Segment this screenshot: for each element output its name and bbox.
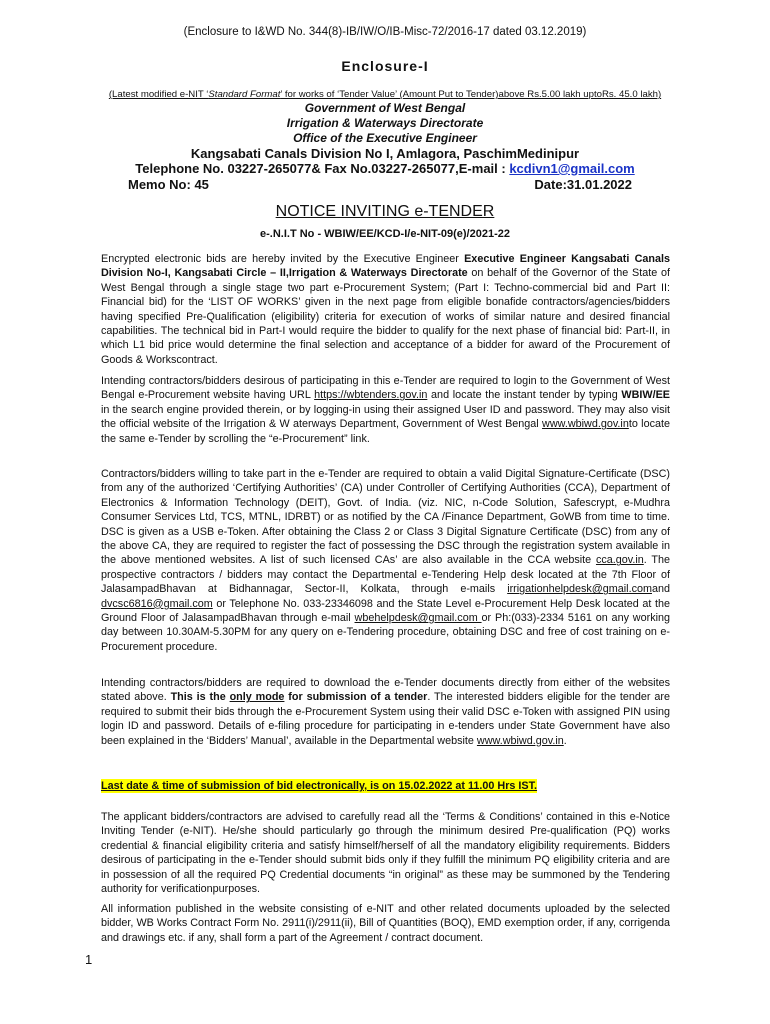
wbiwd-link-2[interactable]: www.wbiwd.gov.in: [476, 734, 564, 747]
wbiwd-link[interactable]: www.wbiwd.gov.in: [542, 418, 629, 431]
paragraph-invitation: Encrypted electronic bids are hereby invited by the Executive Engineer Executive Engineer Kangsabati Canals Division No-I, Kangsabati Circle – II,Irrigation & Waterways Directorate on behalf of the Governor of the State of West Bengal through a single stage two part e-Procurement System; (Part I: Techno-commercial bid and Part II: Financial bid) for the ‘LIST OF WORKS’ given in the next page from eligible bonafide contractors/agencies/bidders having specified Pre-Qualification (eligibility) criteria for execution of works of similar nature and desired financial capabilities. The technical bid in Part-I would require the bidder to qualify for the next phase of financial bid: Part-II, in which L1 bid price would determine the final selection and acceptance of a bidder for award of the Procurement of Goods & Workscontract.: [101, 253, 670, 366]
memo-date: Date:31.01.2022: [534, 177, 632, 192]
format-note: (Latest modified e-NIT ‘Standard Format’ for works of ‘Tender Value’ (Amount Put to Tender)above Rs.5.00 lakh uptoRs. 45.0 lakh): [108, 89, 662, 100]
enclosure-title: Enclosure-I: [341, 58, 429, 74]
nit-number: e-.N.I.T No - WBIW/EE/KCD-I/e-NIT-09(e)/2021-22: [260, 228, 510, 240]
submission-deadline: Last date & time of submission of bid electronically, is on 15.02.2022 at 11.00 Hrs IST.: [101, 780, 538, 792]
wbehelpdesk-email[interactable]: wbehelpdesk@gmail.com: [354, 612, 482, 625]
contact-line: Telephone No. 03227-265077& Fax No.03227-265077,E-mail : kcdivn1@gmail.com: [135, 161, 635, 176]
notice-title: NOTICE INVITING e-TENDER: [275, 203, 495, 220]
page-number: 1: [85, 952, 93, 967]
division-address: Kangsabati Canals Division No I, Amlagora, PaschimMedinipur: [190, 146, 580, 161]
org-office: Office of the Executive Engineer: [293, 131, 477, 145]
cca-link[interactable]: cca.gov.in: [595, 554, 644, 567]
wbtenders-link[interactable]: https://wbtenders.gov.in: [314, 389, 428, 402]
paragraph-agreement: All information published in the website consisting of e-NIT and other related documents uploaded by the selected bidder, WB Works Contract Form No. 2911(i)/2911(ii), Bill of Quantities (BOQ), EMD exemption order, if any, corrigenda and drawings etc. if any, shall form a part of the Agreement / contract document.: [101, 903, 670, 944]
paragraph-dsc: Contractors/bidders willing to take part in the e-Tender are required to obtain a valid Digital Signature-Certificate (DSC) from any of the authorized ‘Certifying Authorities’ (CA) under Controller of Certifying Authorities (CCA), Department of Electronics & Information Technology (DEIT), Govt. of India. (viz. NIC, n-Code Solution, Safescrypt, e-Mudhra Consumer Services Ltd, TCS, MTNL, IDRBT) or as notified by the CA /Finance Department, GoWB from time to time. DSC is given as a USB e-Token. After obtaining the Class 2 or Class 3 Digital Signature Certificate (DSC) from any of the above CA, they are required to register the fact of possessing the DSC through the registration system available in the above mentioned websites. A list of such licensed CAs’ are also available in the CCA website cca.gov.in. The prospective contractors / bidders may contact the Departmental e-Tendering Help desk located at the 7th Floor of JalasampadBhavan at Bidhannagar, Sector-II, Kolkata, through e-mails irrigationhelpdesk@gmail.comand dvcsc6816@gmail.com or Telephone No. 033-23346098 and the State Level e-Procurement Help Desk located at the Ground Floor of JalasampadBhavan through e-mail wbehelpdesk@gmail.com or Ph:(033)-2334 5161 on any working day between 10.30AM-5.30PM for any query on e-Tendering procedure, obtaining DSC and free of cost training on e-Procurement procedure.: [101, 468, 671, 653]
paragraph-login: Intending contractors/bidders desirous of participating in this e-Tender are required to login to the Government of West Bengal e-Procurement website having URL https://wbtenders.gov.in and locate the instant tender by typing WBIW/EE in the search engine provided therein, or by logging-in using their assigned User ID and password. They may also visit the official website of the Irrigation & W aterways Department, Government of West Bengal www.wbiwd.gov.into locate the same e-Tender by scrolling the “e-Procurement” link.: [101, 375, 670, 445]
paragraph-download: Intending contractors/bidders are required to download the e-Tender documents directly from either of the websites stated above. This is the only mode for submission of a tender. The interested bidders eligible for the tender are required to submit their bids through the e-Procurement System using their valid DSC e-Token with assigned PIN using login ID and password. Details of e-filing procedure for participating in e-tenders under State Government have also been explained in the ‘Bidders’ Manual’, available in the Departmental website www.wbiwd.gov.in.: [101, 677, 670, 747]
memo-number: Memo No: 45: [128, 177, 209, 192]
org-directorate: Irrigation & Waterways Directorate: [286, 116, 484, 130]
irrigation-helpdesk-email[interactable]: irrigationhelpdesk@gmail.com: [507, 583, 652, 596]
email-link[interactable]: kcdivn1@gmail.com: [509, 161, 635, 176]
dvcsc-email[interactable]: dvcsc6816@gmail.com: [101, 597, 213, 610]
enclosure-reference: (Enclosure to I&WD No. 344(8)-IB/IW/O/IB-Misc-72/2016-17 dated 03.12.2019): [183, 26, 587, 38]
org-government: Government of West Bengal: [304, 101, 466, 115]
paragraph-eligibility: The applicant bidders/contractors are advised to carefully read all the ‘Terms & Conditions’ contained in this e-Notice Inviting Tender (e-NIT). He/she should particularly go through the minimum desired Pre-qualification (PQ) works credential & financial eligibility criteria and satisfy himself/herself of all the mandatory eligibility requirements. Bidders desirous of participating in the e-Tender should submit bids only if they fulfill the minimum PQ eligibility criteria and are in possession of all the required PQ Credential documents “in original” as these may be summoned by the Tendering authority for verificationpurposes.: [101, 811, 670, 896]
